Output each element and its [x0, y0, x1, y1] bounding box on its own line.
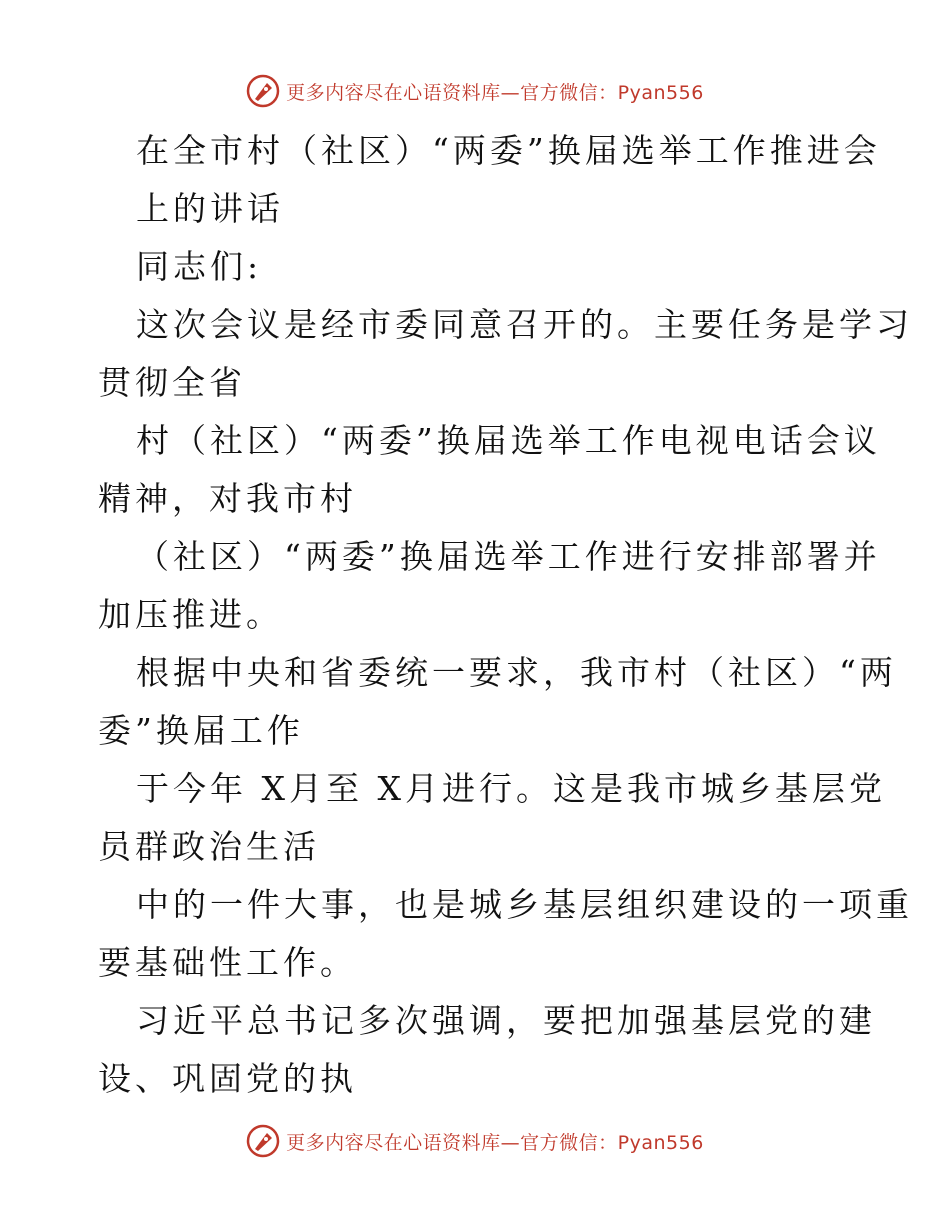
- watermark-text: 更多内容尽在心语资料库—官方微信：Pyan556: [286, 1131, 704, 1154]
- salutation: 同志们:: [136, 247, 263, 286]
- paragraph-line: 根据中央和省委统一要求，我市村（社区）“两: [136, 653, 897, 692]
- pen-nib-logo-icon: [246, 1124, 280, 1158]
- paragraph-line: 中的一件大事，也是城乡基层组织建设的一项重: [136, 885, 913, 924]
- paragraph-line: 村（社区）“两委”换届选举工作电视电话会议: [136, 421, 881, 460]
- footer-watermark: [0, 1121, 950, 1161]
- title-line-1: 在全市村（社区）“两委”换届选举工作推进会: [136, 131, 881, 170]
- title-line-2: 上的讲话: [136, 189, 284, 228]
- paragraph-line: 这次会议是经市委同意召开的。主要任务是学习: [136, 305, 913, 344]
- header-watermark: [0, 71, 950, 111]
- paragraph-line: 贯彻全省: [98, 363, 246, 402]
- paragraph-line: 要基础性工作。: [98, 943, 357, 982]
- paragraph-line: 于今年 X月至 X月进行。这是我市城乡基层党: [136, 769, 886, 808]
- watermark-text: 更多内容尽在心语资料库—官方微信：Pyan556: [286, 81, 704, 104]
- paragraph-line: （社区）“两委”换届选举工作进行安排部署并: [136, 537, 881, 576]
- watermark-wechat-id: Pyan556: [617, 1131, 704, 1154]
- paragraph-line: 员群政治生活: [98, 827, 320, 866]
- paragraph-line: 精神，对我市村: [98, 479, 357, 518]
- paragraph-line: 设、巩固党的执: [98, 1059, 357, 1098]
- pen-nib-logo-icon: [246, 74, 280, 108]
- paragraph-line: 委”换届工作: [98, 711, 304, 750]
- paragraph-line: 习近平总书记多次强调，要把加强基层党的建: [136, 1001, 876, 1040]
- paragraph-line: 加压推进。: [98, 595, 283, 634]
- document-body: [98, 122, 913, 1108]
- watermark-wechat-id: Pyan556: [617, 81, 704, 104]
